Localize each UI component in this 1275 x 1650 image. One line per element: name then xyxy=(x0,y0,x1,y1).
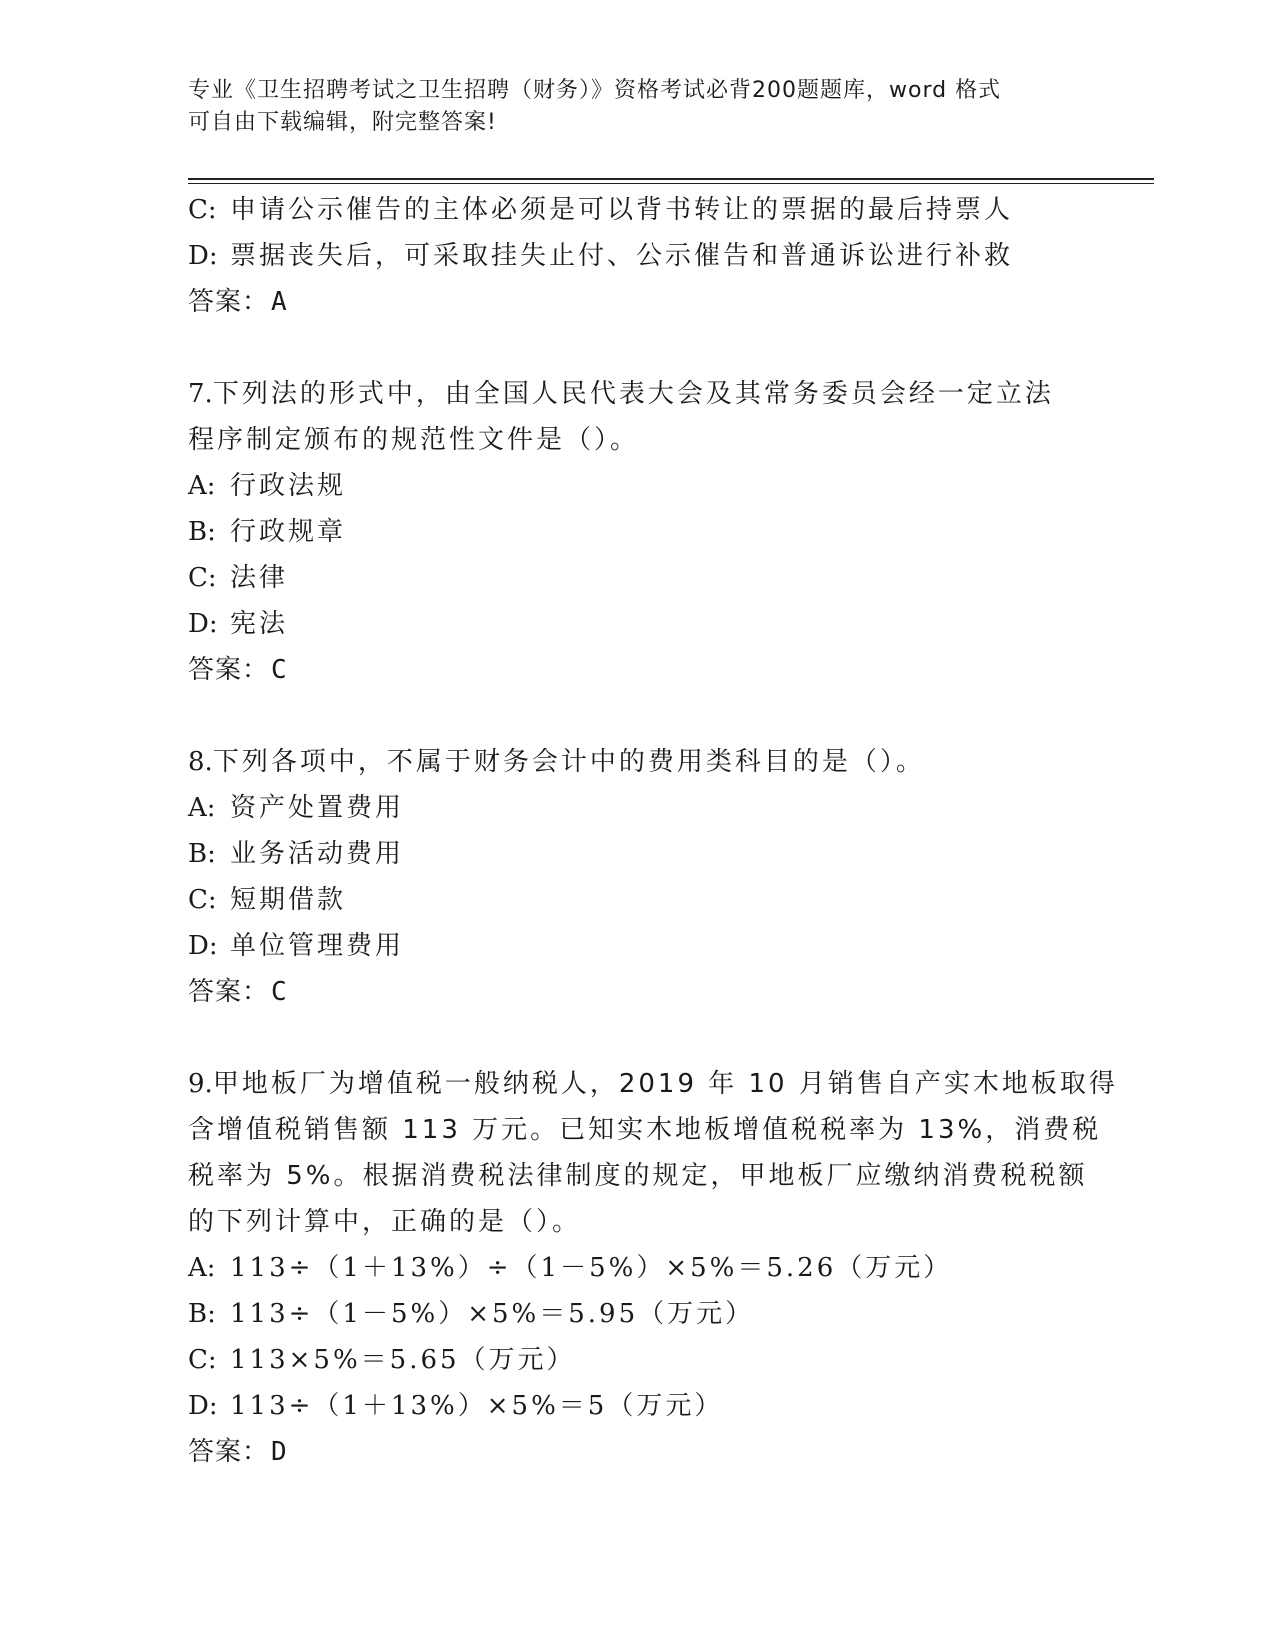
option-b xyxy=(188,509,1088,555)
option-c xyxy=(188,555,1088,601)
option-key: B: xyxy=(188,839,216,869)
option-key: C: xyxy=(188,563,217,593)
option-key: A: xyxy=(188,1253,216,1283)
option-key: B: xyxy=(188,517,216,547)
option-key: C: xyxy=(188,1345,217,1375)
answer-value: D xyxy=(271,1437,288,1467)
question-stem-line: 程序制定颁布的规范性文件是（）。 xyxy=(188,425,640,455)
option-key: D: xyxy=(188,931,218,961)
option-text: 法律 xyxy=(230,563,289,593)
question-8 xyxy=(188,739,1088,1015)
option-key: C: xyxy=(188,885,217,915)
option-d xyxy=(188,601,1088,647)
question-stem-line xyxy=(188,739,1088,785)
option-text: 短期借款 xyxy=(230,885,347,915)
answer-label: 答案： xyxy=(188,655,270,685)
option-key: B: xyxy=(188,1299,216,1329)
question-stem-line xyxy=(188,371,1088,417)
answer-label: 答案： xyxy=(188,287,270,317)
header-rule-thick xyxy=(188,178,1154,180)
option-c xyxy=(188,877,1088,923)
answer-label: 答案： xyxy=(188,977,270,1007)
option-key: D: xyxy=(188,1391,218,1421)
question-stem-line xyxy=(188,1061,1118,1107)
option-text: 行政法规 xyxy=(230,471,347,501)
answer-line xyxy=(188,1429,1088,1475)
question-number: 7. xyxy=(188,379,213,409)
answer-line xyxy=(188,279,1088,325)
option-d xyxy=(188,1383,1088,1429)
stem-text: 甲地板厂为增值税一般纳税人，2019 年 10 月销售自产实木地板取得 xyxy=(212,1069,1118,1099)
question-number: 9. xyxy=(188,1069,213,1099)
option-key: D: xyxy=(188,609,218,639)
question-number: 8. xyxy=(188,747,213,777)
option-key: A: xyxy=(188,471,216,501)
option-b xyxy=(188,831,1088,877)
prev-question xyxy=(188,187,1088,325)
header-line-2: 可自由下载编辑，附完整答案! xyxy=(188,110,497,135)
option-a xyxy=(188,785,1088,831)
answer-line xyxy=(188,969,1088,1015)
answer-line xyxy=(188,647,1088,693)
answer-value: C xyxy=(271,977,288,1007)
question-stem-line: 含增值税销售额 113 万元。已知实木地板增值税税率为 13%，消费税 xyxy=(188,1115,1102,1145)
document-header xyxy=(188,75,1088,139)
question-stem-line: 的下列计算中，正确的是（）。 xyxy=(188,1207,582,1237)
option-text: 113×5%＝5.65（万元） xyxy=(230,1345,576,1375)
option-key: D: xyxy=(188,241,218,271)
option-a xyxy=(188,463,1088,509)
option-c xyxy=(188,187,1088,233)
option-text: 宪法 xyxy=(230,609,289,639)
option-a xyxy=(188,1245,1088,1291)
question-9 xyxy=(188,1061,1118,1475)
option-text: 行政规章 xyxy=(230,517,347,547)
option-text: 113÷（1＋13%）÷（1－5%）×5%＝5.26（万元） xyxy=(230,1253,953,1283)
option-text: 113÷（1－5%）×5%＝5.95（万元） xyxy=(230,1299,755,1329)
question-stem-line: 税率为 5%。根据消费税法律制度的规定，甲地板厂应缴纳消费税税额 xyxy=(188,1161,1088,1191)
answer-value: A xyxy=(271,287,288,317)
header-rule-thin xyxy=(188,183,1154,184)
question-7 xyxy=(188,371,1088,693)
option-key: A: xyxy=(188,793,216,823)
question-content xyxy=(188,187,1118,1475)
answer-value: C xyxy=(271,655,288,685)
option-text: 资产处置费用 xyxy=(230,793,405,823)
option-c xyxy=(188,1337,1088,1383)
header-line-1: 专业《卫生招聘考试之卫生招聘（财务）》资格考试必背200题题库，word 格式 xyxy=(188,78,1002,103)
option-b xyxy=(188,1291,1088,1337)
answer-label: 答案： xyxy=(188,1437,270,1467)
option-text: 票据丧失后，可采取挂失止付、公示催告和普通诉讼进行补救 xyxy=(230,241,1014,271)
option-text: 单位管理费用 xyxy=(230,931,405,961)
option-key: C: xyxy=(188,195,217,225)
option-text: 113÷（1＋13%）×5%＝5（万元） xyxy=(230,1391,724,1421)
option-d xyxy=(188,923,1088,969)
stem-text: 下列各项中，不属于财务会计中的费用类科目的是（）。 xyxy=(212,747,925,777)
stem-text: 下列法的形式中，由全国人民代表大会及其常务委员会经一定立法 xyxy=(212,379,1054,409)
option-d xyxy=(188,233,1088,279)
option-text: 申请公示催告的主体必须是可以背书转让的票据的最后持票人 xyxy=(230,195,1014,225)
option-text: 业务活动费用 xyxy=(230,839,405,869)
